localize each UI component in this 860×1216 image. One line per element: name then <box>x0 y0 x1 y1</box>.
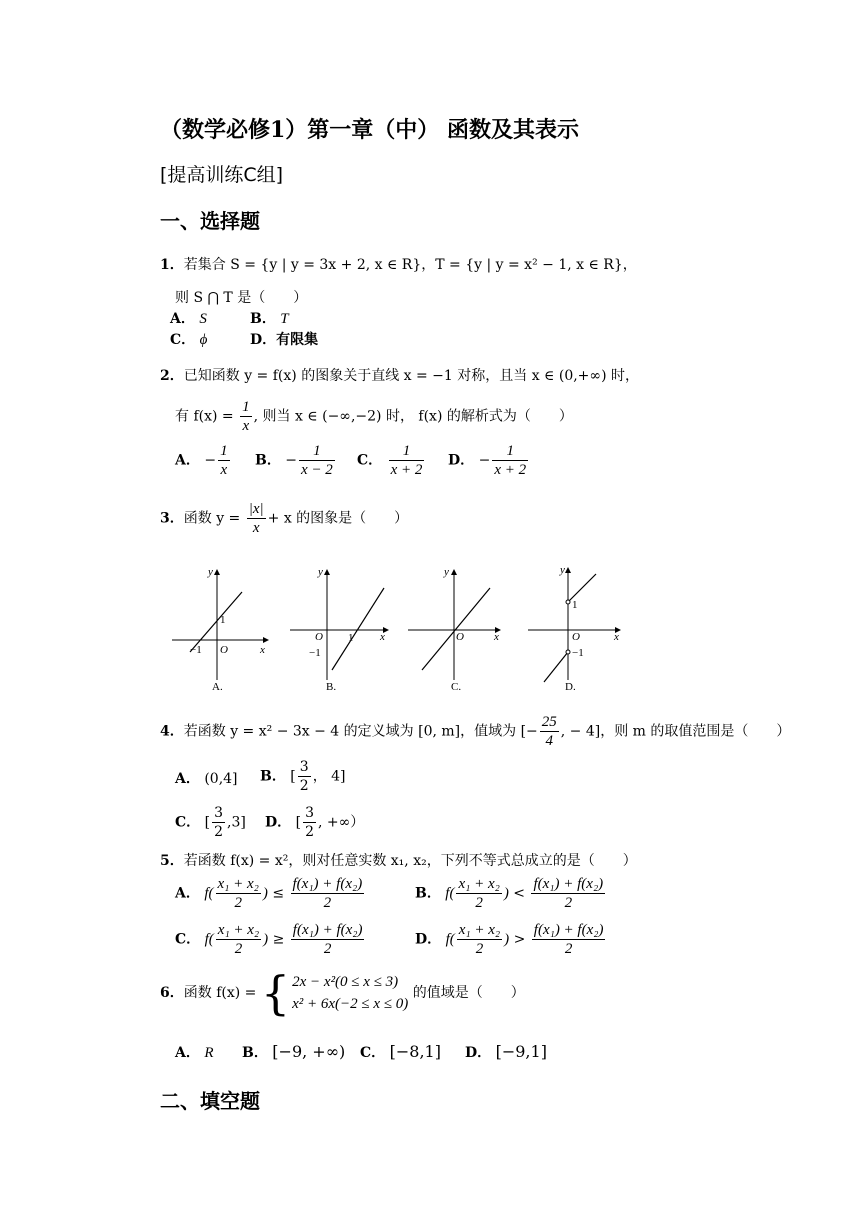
question-text: 若函数 f(x) = x²，则对任意实数 x₁, x₂，下列不等式总成立的是（ ） <box>183 853 637 869</box>
page-title: （数学必修1）第一章（中） 函数及其表示 <box>160 117 579 143</box>
option-label: C． <box>357 452 383 469</box>
option-label: D． <box>465 1045 492 1061</box>
origin-label: O <box>572 631 580 643</box>
option-b <box>250 308 289 328</box>
option-a <box>175 1042 214 1062</box>
option-label: D． <box>448 452 475 469</box>
option-label: C． <box>170 332 196 348</box>
option-value: [−9,1] <box>495 1042 547 1061</box>
option-label: D． <box>415 931 442 948</box>
question-3 <box>160 500 408 537</box>
relation: ≥ <box>272 931 285 948</box>
option-c: C． f( $\frac{\text{x₁ + x₂}}{2}$ ) ≥ $\frac{\text{f(x₁) + f(x₂)}}{2}$ <box>175 922 363 957</box>
text: 有 f(x) = <box>175 408 234 425</box>
section-heading-fill: 二、填空题 <box>160 1089 260 1113</box>
question-number: 1． <box>160 257 184 273</box>
option-d <box>465 1042 547 1062</box>
tick-label: −1 <box>572 647 584 659</box>
piecewise-cases: 2x − x²(0 ≤ x ≤ 3) x² + 6x(−2 ≤ x ≤ 0) <box>292 974 409 1012</box>
question-5 <box>160 850 637 870</box>
axis-x-label: x <box>260 644 265 656</box>
fraction: $\frac{25}{4}$ <box>541 714 557 749</box>
graph-b <box>290 566 388 693</box>
option-c: C． [ $\frac{3}{2}$ ,3] <box>175 805 246 840</box>
option-a <box>175 442 232 479</box>
origin-label: O <box>315 631 323 643</box>
axis-y-label: y <box>560 564 565 576</box>
text: 函数 y = <box>183 510 241 527</box>
option-a <box>170 308 207 328</box>
origin-label: O <box>220 644 228 656</box>
option-a: A． f( $\frac{\text{x₁ + x₂}}{2}$ ) ≤ $\frac{\text{f(x₁) + f(x₂)}}{2}$ <box>175 876 363 911</box>
option-label: C． <box>175 814 201 831</box>
tick-label: −1 <box>309 647 321 659</box>
option-d: D． [ $\frac{3}{2}$ , +∞） <box>265 805 365 840</box>
option-label: A． <box>175 771 200 787</box>
tick-label: 1 <box>572 599 578 611</box>
option-c <box>360 1042 441 1062</box>
graph-options <box>160 560 640 700</box>
axis-x-label: x <box>494 631 499 643</box>
fraction: $\frac{\text{f(x₁) + f(x₂)}}{2}$ <box>533 922 604 957</box>
question-number: 2． <box>160 368 184 384</box>
question-number: 3． <box>160 510 184 527</box>
sign: − <box>285 452 298 469</box>
option-value: R <box>204 1045 214 1061</box>
graph-label: B. <box>326 681 337 693</box>
fraction: $\frac{\text{f(x₁) + f(x₂)}}{2}$ <box>292 922 363 957</box>
option-c <box>357 442 426 479</box>
text: , 则当 x ∈ (−∞,−2) 时， f(x) 的解析式为（ ） <box>253 408 573 425</box>
question-1-line2: 则 S ⋂ T 是（ ） <box>175 290 308 306</box>
option-label: C． <box>175 931 201 948</box>
option-label: B． <box>415 885 441 902</box>
text: , − 4]，则 m 的取值范围是（ ） <box>560 723 791 740</box>
fraction: $\frac{1}{x + 2}$ <box>390 443 423 478</box>
option-label: B． <box>242 1045 268 1061</box>
graph-label: C. <box>451 681 462 693</box>
option-value: (0,4] <box>204 771 238 787</box>
question-1 <box>160 254 637 274</box>
option-label: D． <box>265 814 292 831</box>
fraction: $\frac{\text{x₁ + x₂}}{2}$ <box>217 922 260 957</box>
option-value: S <box>199 311 207 327</box>
fraction: $\frac{|x|}{x}$ <box>248 501 264 536</box>
fraction: $\frac{1}{x - 2}$ <box>301 443 333 478</box>
relation: ≤ <box>272 885 285 902</box>
tick-label: 1 <box>220 614 226 626</box>
option-value: ϕ <box>199 332 208 348</box>
section-heading-choice: 一、选择题 <box>160 209 260 233</box>
option-label: A． <box>170 311 195 327</box>
text: 若函数 y = x² − 3x − 4 的定义域为 [0, m]，值域为 [− <box>183 723 538 740</box>
option-value: 有限集 <box>276 332 319 348</box>
option-d: D． f( $\frac{\text{x₁ + x₂}}{2}$ ) > $\frac{\text{f(x₁) + f(x₂)}}{2}$ <box>415 922 604 957</box>
option-label: B． <box>250 311 276 327</box>
fraction: $\frac{3}{2}$ <box>299 759 309 794</box>
option-value: [−9, +∞) <box>272 1042 346 1061</box>
option-label: C． <box>360 1045 386 1061</box>
sign: − <box>478 452 491 469</box>
fraction: $\frac{\text{f(x₁) + f(x₂)}}{2}$ <box>533 876 604 911</box>
option-value: T <box>280 311 289 327</box>
fraction: $\frac{3}{2}$ <box>214 805 223 840</box>
option-label: B． <box>255 452 281 469</box>
axis-y-label: y <box>318 566 323 578</box>
option-b <box>242 1042 345 1062</box>
question-2 <box>160 365 639 385</box>
text: + x 的图象是（ ） <box>267 510 409 527</box>
text: 函数 f(x) = <box>183 985 257 1001</box>
subtitle: [提高训练C组] <box>160 164 284 186</box>
option-label: A． <box>175 885 200 902</box>
question-number: 5． <box>160 853 184 869</box>
question-text: 若集合 S = {y | y = 3x + 2, x ∈ R}，T = {y | y = x² − 1, x ∈ R}， <box>183 257 637 273</box>
question-2-line2 <box>175 398 573 435</box>
question-4 <box>160 713 790 750</box>
option-label: A． <box>175 1045 200 1061</box>
option-d <box>250 329 318 349</box>
graph-label: A. <box>212 681 223 693</box>
graph-c <box>408 566 500 693</box>
fraction: $\frac{\text{x₁ + x₂}}{2}$ <box>458 876 500 911</box>
option-value: [−8,1] <box>389 1042 441 1061</box>
axis-x-label: x <box>380 631 385 643</box>
option-b <box>255 442 337 479</box>
text: 的值域是（ ） <box>412 985 525 1001</box>
tick-label: −1 <box>190 644 202 656</box>
sign: − <box>204 452 217 469</box>
axis-y-label: y <box>208 566 213 578</box>
option-c <box>170 329 207 349</box>
fraction: $\frac{1}{x + 2}$ <box>494 443 527 478</box>
fraction: $\frac{1}{x}$ <box>242 399 250 434</box>
axis-y-label: y <box>444 566 449 578</box>
question-6 <box>160 966 525 1020</box>
relation: < <box>513 885 526 902</box>
option-b: B． f( $\frac{\text{x₁ + x₂}}{2}$ ) < $\frac{\text{f(x₁) + f(x₂)}}{2}$ <box>415 876 604 911</box>
option-label: D． <box>250 332 277 348</box>
tick-label: 1 <box>348 632 354 644</box>
fraction: $\frac{\text{x₁ + x₂}}{2}$ <box>217 876 259 911</box>
option-label: B． <box>260 768 286 785</box>
fraction: $\frac{3}{2}$ <box>305 805 314 840</box>
fraction: $\frac{\text{f(x₁) + f(x₂)}}{2}$ <box>292 876 363 911</box>
axis-x-label: x <box>614 631 619 643</box>
option-a <box>175 768 238 788</box>
option-label: A． <box>175 452 200 469</box>
question-number: 6． <box>160 985 184 1001</box>
relation: > <box>513 931 526 948</box>
graph-label: D. <box>565 681 576 693</box>
option-b: B． [ $\frac{3}{2}$ ， 4] <box>260 759 346 794</box>
question-number: 4． <box>160 723 184 740</box>
question-text: 已知函数 y = f(x) 的图象关于直线 x = −1 对称，且当 x ∈ (0,+∞) 时， <box>183 368 639 384</box>
option-d <box>448 442 530 479</box>
graph-a <box>172 566 268 693</box>
graph-d <box>528 564 620 693</box>
origin-label: O <box>456 631 464 643</box>
fraction: $\frac{1}{x}$ <box>220 443 228 478</box>
left-brace: { <box>260 966 291 1020</box>
fraction: $\frac{\text{x₁ + x₂}}{2}$ <box>458 922 501 957</box>
